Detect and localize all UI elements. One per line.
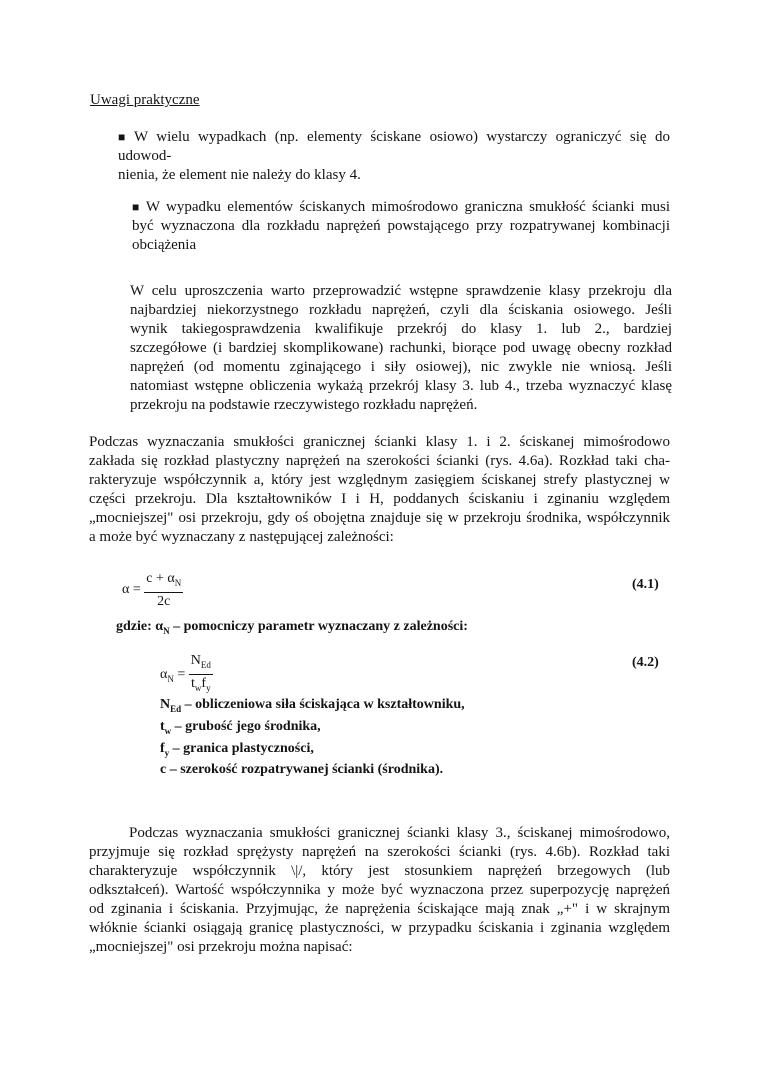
fraction-denominator: 2c: [157, 593, 171, 609]
paragraph-simplification: [130, 282, 672, 415]
fraction: [189, 652, 213, 697]
text-line: Podczas wyznaczania smukłości granicznej ścianki klasy 1. i 2. ściskanej mimośrodowo: [89, 434, 670, 450]
text-line: najbardziej niekorzystnego rozkładu naprężeń, czyli dla ściskania osiowego. Jeśli: [130, 302, 672, 318]
definition-item: $t_w$ – grubość jego środnika,: [160, 718, 321, 736]
text-line: „mocniejszej" osi przekroju, gdy oś obojętna znajduje się w przekroju środnika, współczynnik: [89, 510, 670, 526]
bullet-item-2: [132, 198, 670, 255]
formula-4-1: [122, 570, 183, 610]
text-line: „mocniejszej" osi przekroju można napisać:: [89, 939, 353, 955]
square-bullet-icon: ■: [118, 130, 130, 144]
text-line: przekroju na podstawie rzeczywistego rozkładu naprężeń.: [130, 397, 478, 413]
formula-lhs: α =: [122, 582, 141, 598]
text-line: ■ W wypadku elementów ściskanych mimośrodowo graniczna smukłość ścianki musi: [132, 199, 671, 215]
text-line: ■ W wielu wypadkach (np. elementy ściskane osiowo) wystarczy ograniczyć się do: [118, 129, 671, 145]
text-line: zakłada się rozkład plastyczny naprężeń na szerokości ścianki (rys. 4.6a). Rozkład taki cha-: [89, 453, 670, 469]
square-bullet-icon: ■: [132, 200, 142, 214]
fraction-numerator: $c + \alpha_N$: [144, 570, 183, 593]
equation-number: (4.2): [632, 655, 659, 670]
text-line: wynik takiegosprawdzenia kwalifikuje przekrój do klasy 1. lub 2., bardziej: [130, 321, 672, 337]
text-line: części przekroju. Dla kształtowników I i H, poddanych ściskaniu i zginaniu względem: [89, 491, 670, 507]
definition-item: c – szerokość rozpatrywanej ścianki (środnika).: [160, 762, 444, 778]
equation-number: (4.1): [632, 577, 659, 592]
definition-item: $N_{Ed}$ – obliczeniowa siła ściskająca w kształtowniku,: [160, 697, 465, 714]
fraction: [144, 570, 183, 610]
symbol-definitions: [160, 696, 465, 778]
text-line: Podczas wyznaczania smukłości granicznej ścianki klasy 3., ściskanej mimośrodowo,: [129, 825, 670, 841]
text-line: charakteryzuje współczynnik \|/, który jest stosunkiem naprężeń brzegowych (lub: [89, 863, 670, 879]
text-line: nienia, że element nie należy do klasy 4.: [118, 167, 361, 183]
text-line: szczegółowe (i bardziej skomplikowane) rachunki, biorące pod uwagę obecny rozkład: [130, 340, 672, 356]
text-line: a może być wyznaczany z następującej zależności:: [89, 529, 394, 545]
formula-4-2: [160, 652, 213, 697]
text-line: odkształceń). Wartość współczynnika y może być wyznaczona przez superpozycję naprężeń: [89, 882, 670, 898]
definition-item: $f_y$ – granica plastyczności,: [160, 740, 314, 758]
text-line: W celu uproszczenia warto przeprowadzić wstępne sprawdzenie klasy przekroju dla: [130, 283, 672, 299]
formula-lhs: $\alpha_N$ =: [160, 666, 186, 684]
text-line: natomiast wstępne obliczenia wykażą przekrój klasy 3. lub 4., trzeba wyznaczyć klasę: [130, 378, 672, 394]
paragraph-class-1-2: [89, 433, 670, 547]
text-line: włóknie ścianki osiągają granicę plastyczności, w przypadku ściskania i zginania względem: [89, 920, 670, 936]
fraction-denominator: $t_wf_y$: [191, 675, 211, 693]
text-line: udowod-: [118, 148, 172, 164]
text-line: obciążenia: [132, 237, 197, 253]
text-line: naprężeń (od momentu zginającego i siły osiowej), nic zwykle nie wniosą. Jeśli: [130, 359, 672, 375]
where-line: gdzie: $\alpha_N$ – pomocniczy parametr wyznaczany z zależności:: [116, 619, 468, 636]
paragraph-class-3: [89, 824, 670, 957]
section-heading: Uwagi praktyczne: [90, 92, 200, 108]
text-line: przyjmuje się rozkład sprężysty naprężeń na szerokości ścianki (rys. 4.6b). Rozkład taki: [89, 844, 670, 860]
text-line: być wyznaczona dla rozkładu naprężeń powstającego przy rozpatrywanej kombinacji: [132, 218, 670, 234]
fraction-numerator: $N_{Ed}$: [189, 652, 213, 675]
bullet-item-1: [118, 128, 670, 185]
text-line: od zginania i ściskania. Przyjmując, że naprężenia ściskające mają znak „+" i w skrajnym: [89, 901, 670, 917]
text-line: rakteryzuje współczynnik a, który jest względnym zasięgiem ściskanej strefy plastycznej w: [89, 472, 670, 488]
